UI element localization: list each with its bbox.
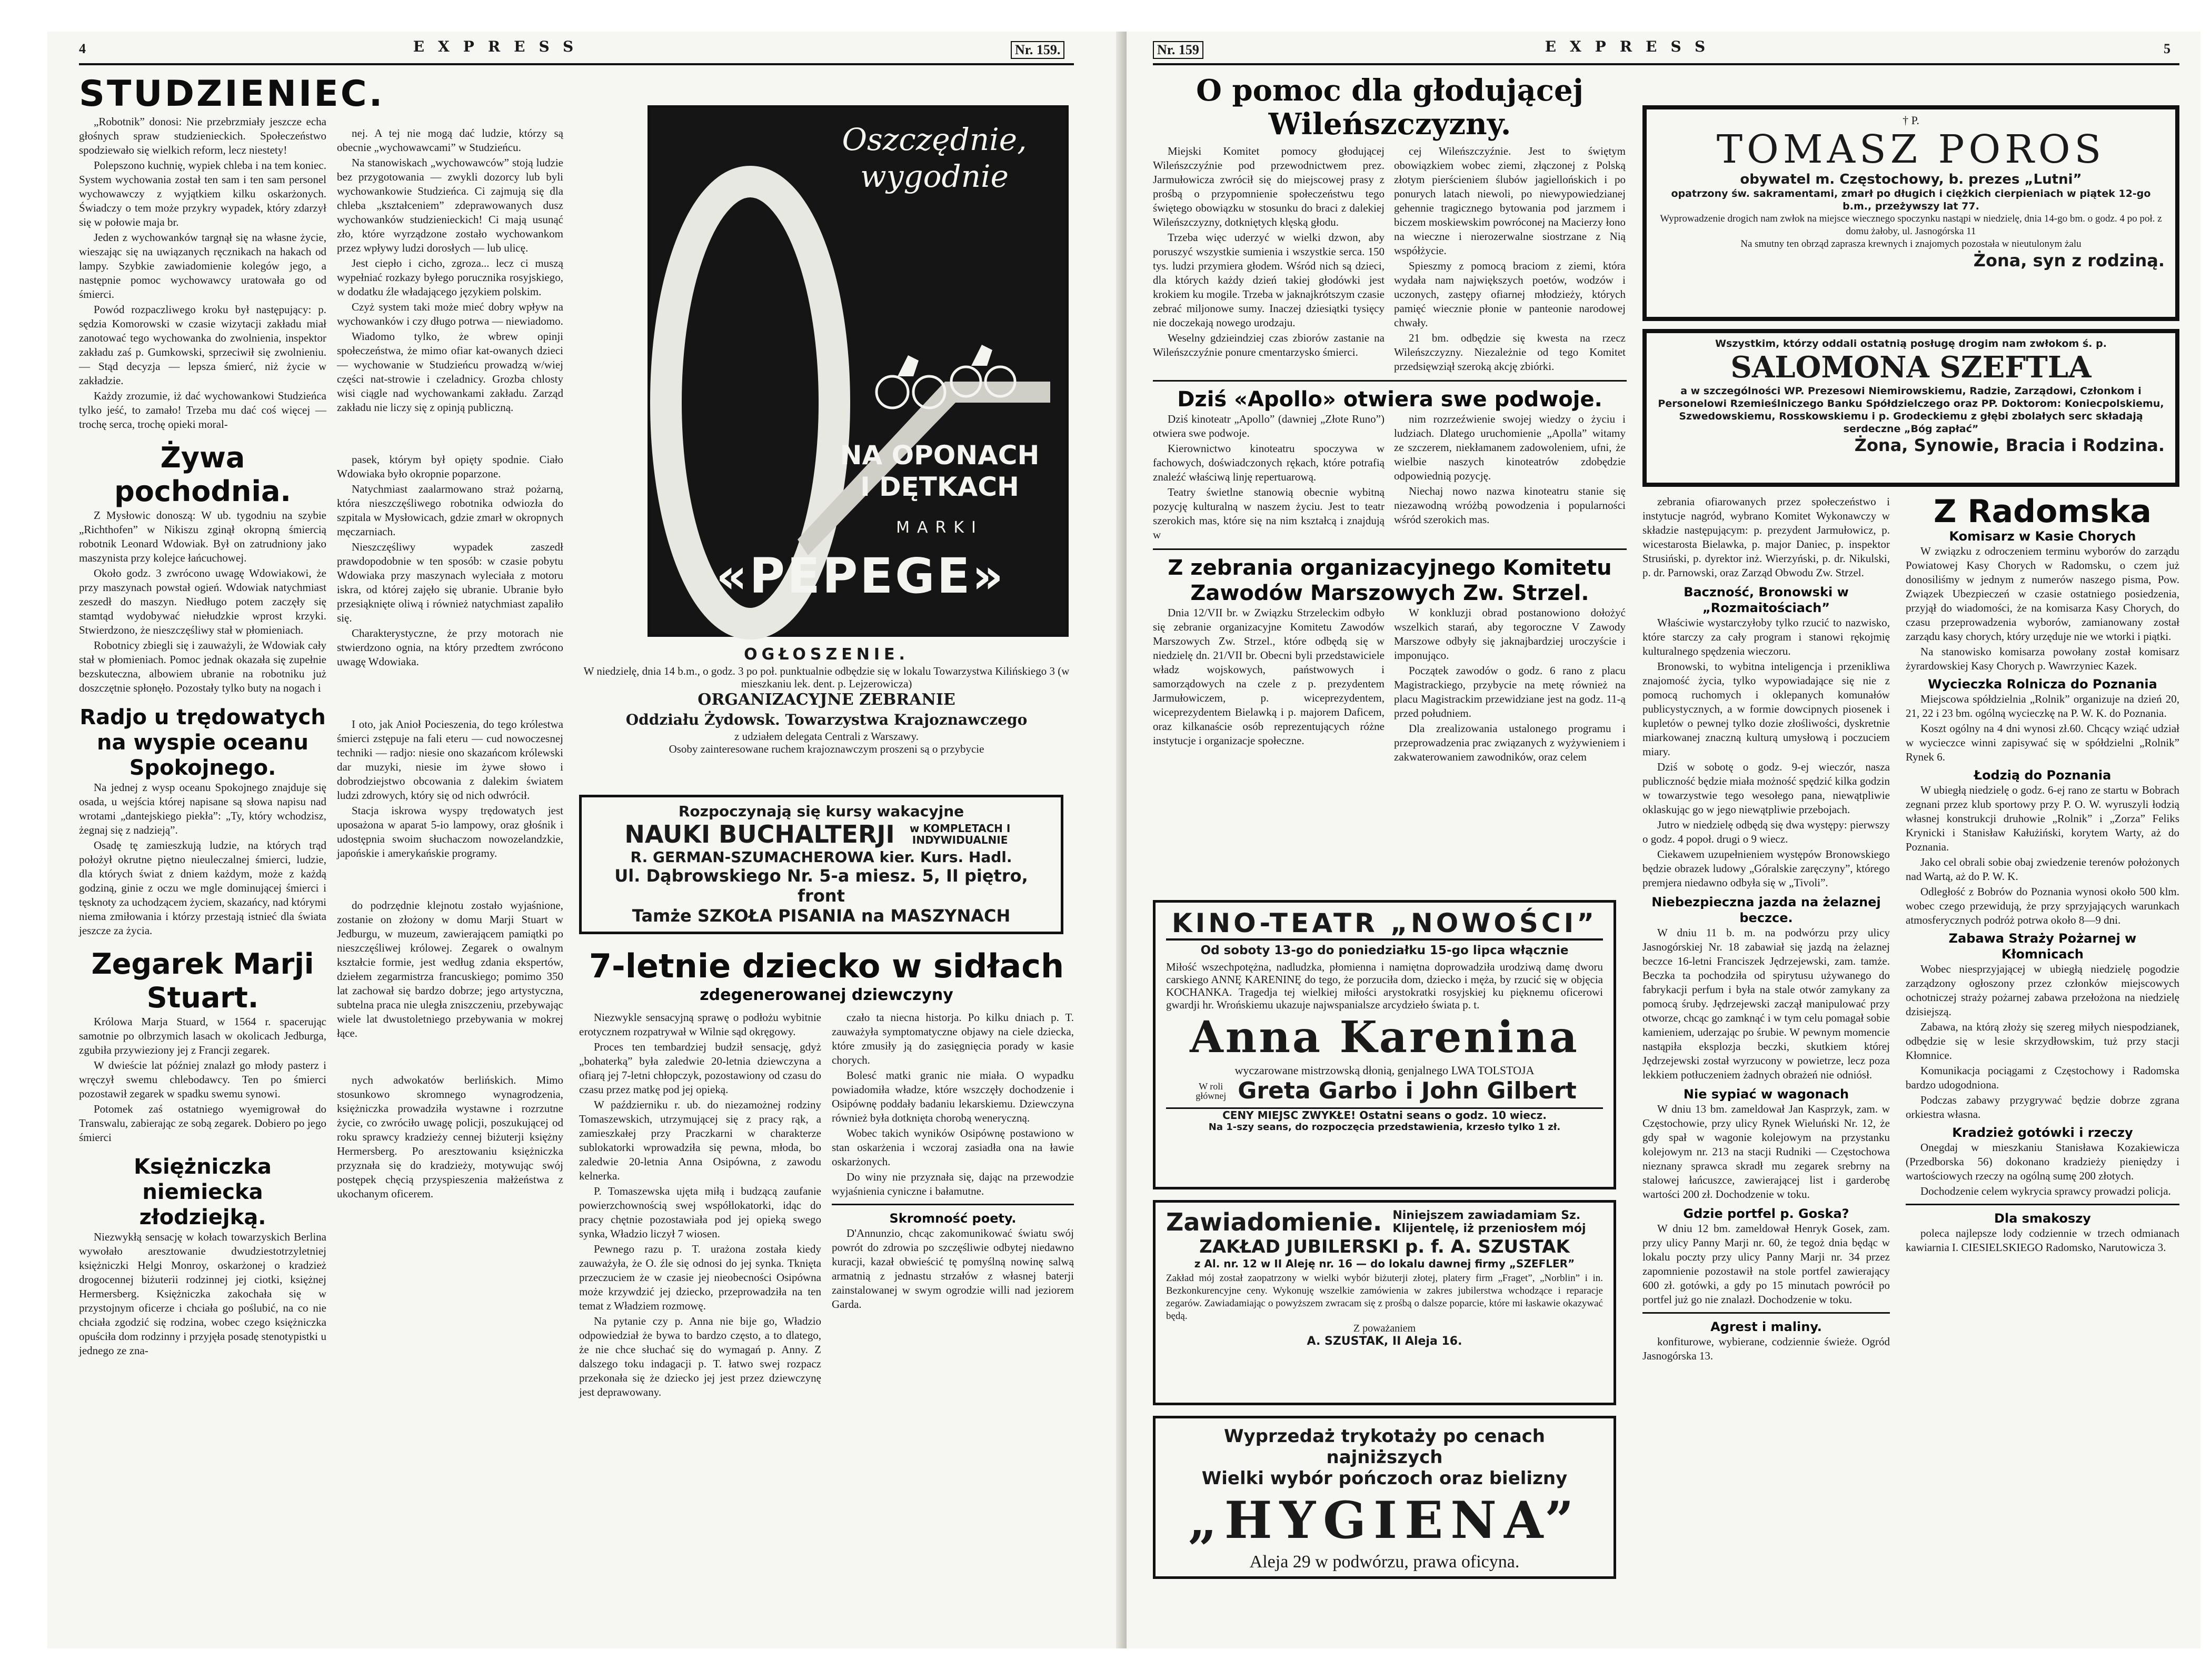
headline-straz: Zabawa Straży Pożarnej w Kłomnicach: [1948, 931, 2137, 962]
hygiena-line2: Wielki wybór pończoch oraz bielizny: [1201, 1468, 1568, 1489]
thanks-name: SALOMONA SZEFTLA: [1730, 350, 2092, 385]
headline-dziecko: 7-letnie dziecko w sidłach: [589, 947, 1064, 985]
obituary-name: TOMASZ POROS: [1716, 127, 2106, 172]
headline-pomoc: O pomoc dla głodującej Wileńszczyzny.: [1196, 73, 1583, 142]
article-paragraph: Pewnego razu p. T. urażona została kiedy zauważyła, że O. źle się odnosi do jej synka. Tknięta przeczuciem że w czasie jej nieobecności Osipówna może krzywdzić jej dziecko, przeprowadziła na ten temat z Władziem rozmowę.: [579, 1243, 821, 1312]
obituary-line4: Na smutny ten obrząd zaprasza krewnych i znajomych pozostała w nieutulonym żalu: [1740, 238, 2081, 249]
headline-lodzia: Łodzią do Poznania: [1974, 768, 2112, 783]
article-dziecko: [579, 947, 1074, 1605]
article-paragraph: Jeden z wychowanków targnął się na własne życie, wieszając się na uwiązanych ręcznikach na hakach od lampy. Szybkie zawiadomienie kolegów jego, a następnie pomoc wychowawcy uratowała go od śmierci.: [79, 231, 326, 301]
headline-skromnosc: Skromność poety.: [889, 1211, 1017, 1226]
article-paragraph: Osadę tę zamieszkują ludzie, na których trąd położył okrutne piętno nieuleczalnej śmierci, ludzie, dla których świat z dniem każdym, może z każdą godziną, ginie z oczu we mgle dominującej śmierci i tęsknoty za uchodzącem życiem, skazańcy, nad którymi niema zmiłowania i którzy przestają istnieć dla świata jeszcze za życia.: [79, 839, 326, 937]
announcement-ogloszenie: [579, 645, 1074, 803]
headline-kasa: Komisarz w Kasie Chorych: [1949, 529, 2136, 544]
article-paragraph: Nieszczęśliwy wypadek zaszedł prawdopodobnie w ten sposób: w czasie pobytu Wdowiaka przy maszynach wyleciała z motoru iskra, od której zajęło się ubranie. Ubranie było przesiąknięte oliwą i również natychmiast zapaliło się.: [337, 541, 563, 624]
article-paragraph: Królowa Marja Stuard, w 1564 r. spacerując samotnie po olbrzymich lasach w okolicach Jedburga, zgubiła przywieziony jej z Francji zegarek.: [79, 1015, 326, 1056]
article-paragraph: Powód rozpaczliwego kroku był następujący: p. sędzia Komorowski w czasie wizytacji zakładu miał zanotować tego wychowanka do zwolnienia, inspektor zakładu zaś p. Gumkowski, sprzeciwił się zwolnieniu. — Stąd decyzja — lepsza śmierć, niż życie w zakładzie.: [79, 303, 326, 387]
ad-nauki-mode: w KOMPLETACH I INDYWIDUALNIE: [909, 822, 1011, 846]
article-paragraph: Właściwie wystarczyłoby tylko rzucić to nazwisko, które starczy za cały program i stanowi rękojmię kulturalnego spędzenia wieczoru.: [1642, 616, 1890, 657]
headline-zebranie: Z zebrania organizacyjnego Komitetu Zawodów Marszowych Zw. Strzel.: [1168, 556, 1612, 605]
kino-prices: CENY MIEJSC ZWYKŁE! Ostatni seans o godz. 10 wiecz.: [1166, 1107, 1603, 1122]
zawiad-sign: A. SZUSTAK, II Aleja 16.: [1307, 1335, 1462, 1348]
ad-text-marki: MARKI: [896, 518, 983, 537]
ad-hygiena: [1153, 1416, 1616, 1579]
article-paragraph: Kierownictwo kinoteatru spoczywa w fachowych, doświadczonych rękach, które potrafią znaleźć właściwą linję repertuarową.: [1153, 442, 1385, 483]
article-paragraph: Robotnicy zbiegli się i zauważyli, że Wdowiak cały stał w płomieniach. Pomoc jednak okazała się zupełnie bezskuteczna, albowiem ubranie na robotniku już doszczętnie spłonęło. Pozostały tylko buty na nogach i: [79, 639, 326, 694]
article-paragraph: Na jednej z wysp oceanu Spokojnego znajduje się osada, u wejścia której napisane są słowa napisu nad wrotami „dantejskiego piekła”: „Ty, który wchodzisz, żegnaj się z nadzieją”.: [79, 781, 326, 836]
article-paragraph: Miejscowa spółdzielnia „Rolnik” organizuje na dzień 20, 21, 22 i 23 bm. ogólną wycieczkę na P. W. K. do Poznania.: [1906, 693, 2179, 719]
headline-portfel: Gdzie portfel p. Goska?: [1683, 1206, 1849, 1221]
article-paragraph: Niezwykle sensacyjną sprawę o podłożu wybitnie erotycznem rozpatrywał w Wilnie sąd okręgowy.: [579, 1011, 821, 1038]
article-paragraph: Dochodzenie celem wykrycia sprawcy prowadzi policja.: [1920, 1185, 2171, 1197]
article-paragraph: Potomek zaś ostatniego wyemigrował do Transwalu, zabierając ze sobą zegarek. Dobiero po jego śmierci: [79, 1103, 326, 1144]
zawiad-title: Zawiadomienie.: [1166, 1208, 1382, 1236]
ad-nauki-teacher: R. GERMAN-SZUMACHEROWA kier. Kurs. Hadl.: [630, 848, 1012, 866]
article-paragraph: Odległość z Bobrów do Poznania wynosi około 500 klm. wobec czego przewidują, że przy sprzyjających warunkach atmosferycznych podróż potrwa około 8—9 dni.: [1906, 885, 2179, 926]
article-paragraph: Początek zawodów o godz. 6 rano z placu Magistrackiego, przybycie na metę również na placu Magistrackim przewidziane jest na godz. 11-ą przed południem.: [1394, 664, 1626, 719]
kino-credit: wyczarowane mistrzowską dłonią, genjalnego LWA TOLSTOJA: [1234, 1064, 1535, 1077]
headline-dla-smakoszy: Dla smakoszy: [1994, 1211, 2091, 1226]
article-paragraph: nim rozrzeźwienie swojej wiedzy o życiu i ludziach. Dlatego uruchomienie „Apolla” witamy ze szczerem, niekłamanem zadowoleniem, ufni, że wielbie naszych kinoteatrów zdobędzie odpowiednią pozycję.: [1394, 413, 1626, 482]
article-paragraph: pasek, którym był opięty spodnie. Ciało Wdowiaka było okropnie poparzone.: [337, 453, 563, 480]
thanks-line2: a w szczególności WP. Prezesowi Niemirowskiemu, Radzie, Zarządowi, Członkom i Personelowi Rzemieślniczego Banku Spółdzielczego oraz PP. Doktorom: Koniecpolskiemu, Szwedowskiemu, Rosskowskiemu i p. Grodeckiemu z głębi zbolałych serc składają serdeczne „Bóg zapłać”: [1658, 385, 2164, 435]
obituary-line3: Wyprowadzenie drogich nam zwłok na miejsce wiecznego spoczynku nastąpi w niedzielę, dnia 14-go bm. o godz. 4 po poł. z domu żałoby, ul. Jasnogórska 11: [1660, 213, 2162, 237]
kino-description: Miłość wszechpotężna, nadludzka, płomienna i namiętna doprowadziła urodziwą damę dworu carskiego ANNĘ KARENINĘ do tego, że porzuciła dom, dziecko i męża, by rzucić się w objęcia KOCHANKA. Tragedja tej wielkiej miłości arystokratki rosyjskiej ku pięknemu oficerowi gwardji hr. Wrońskiemu ukazuje najwspanialsze arcydzieło świata p. t.: [1166, 961, 1603, 1011]
masthead-left: EXPRESS: [413, 38, 587, 55]
article-paragraph: Jako cel obrali sobie obaj zwiedzenie terenów położonych nad Wartą, aż do P. W. K.: [1906, 856, 2179, 883]
article-paragraph: Spieszmy z pomocą braciom z ziemi, która wydała nam największych poetów, wodzów i uczonych, zastępy ofiarnej młodzieży, których pamięć wiecznie płonie w panteonie narodowej chwały.: [1394, 259, 1626, 329]
article-paragraph: nej. A tej nie mogą dać ludzie, którzy są obecnie „wychowawcami” w Studzieńcu.: [337, 127, 563, 154]
article-paragraph: 21 bm. odbędzie się kwesta na rzecz Wileńszczyzny. Niezależnie od tego Komitet przedsięwziął szeroką akcję zbiórki.: [1394, 332, 1626, 373]
right-news-block: [1153, 74, 1627, 895]
article-paragraph: Bolesć matki granic nie miała. O wypadku powiadomiła władze, które wszczęły dochodzenie i Osipównę poddały badaniu lekarskiemu. Dziewczyna również była dotknięta chorobą weneryczną.: [832, 1069, 1074, 1124]
headline-kradziez: Kradzież gotówki i rzeczy: [1952, 1125, 2133, 1140]
headline-zegarek: Zegarek Marji Stuart.: [91, 947, 314, 1014]
article-paragraph: czało ta niecna historja. Po kilku dniach p. T. zauważyła symptomatyczne objawy na ciele dziecka, które zmusiły ją do zasięgnięcia porady w kasie chorych.: [832, 1011, 1074, 1066]
ad-nauki-line1: Rozpoczynają się kursy wakacyjne: [678, 803, 964, 820]
announcement-delegate: z udziałem delegata Centrali z Warszawy.: [734, 730, 919, 743]
article-paragraph: konfiturowe, wybierane, codziennie świeże. Ogród Jasnogórska 13.: [1642, 1335, 1890, 1362]
article-paragraph: do podrzędnie klejnotu zostało wyjaśnione, zostanie on złożony w domu Marji Stuart w Jedburgu, w muzeum, zawierającem pamiątki po nieszczęśliwej królowej. Zegarek o owalnym kształcie formie, jest według zdania ekspertów, dziełem zegarmistrza francuskiego; pomimo 350 lat zachował się bardzo dobrze; jego artystyczna, subtelna praca nie uległa zniszczeniu, przebywając wiele lat dwustoletniego przebywania w mokrej łące.: [337, 899, 563, 1039]
article-paragraph: nych adwokatów berlińskich. Mimo stosunkowo skromnego wynagrodzenia, księżniczka prowadziła wystawne i rozrzutne życie, co zwróciło uwagę policji, poszukującej od roku sprawcy kradzieży cennej biżuterji księżny Hermersberg. Po aresztowaniu księżniczka przyznała się do kradzieży, motywując swój postępek chęcią przyspieszenia małżeństwa z ukochanym oficerem.: [337, 1074, 563, 1200]
header-rule-right: [1153, 63, 2179, 65]
article-paragraph: Z Mysłowic donoszą: W ub. tygodniu na szybie „Richthofen” w Nikiszu zginął okropną śmiercią robotnik Leonard Wdowiak. Był on zatrudniony jako maszynista przy kolejce łańcuchowej.: [79, 509, 326, 564]
article-paragraph: W dniu 11 b. m. na podwórzu przy ulicy Jasnogórskiej Nr. 18 zabawiał się jazdą na żelaznej beczce 16-letni Franciszek Jędrzejewski, zam. tamże. Beczka ta pochodziła od spirytusu używanego do fabrykacji perfum i była na stale otwór zamykany za pomocą śruby. Jędrzejewski zaczął manipulować przy otworze, chcąc go zamknąć i w tym celu pomagał sobie kamieniem, uderzając po śrubie. W pewnym momencie nastąpiła eksplozja beczki, skutkiem której Jędrzejewski został wyrzucony w powietrze, lecz poza lekkiem potłuczeniem żadnych obrażeń nie odniósł.: [1642, 926, 1890, 1081]
zawiad-address: z Al. nr. 12 w II Aleję nr. 16 — do lokalu dawnej firmy „SZEFLER”: [1194, 1257, 1575, 1270]
ad-slogan-2: wygodnie: [860, 158, 1009, 194]
article-paragraph: W dniu 13 bm. zameldował Jan Kasprzyk, zam. w Częstochowie, przy ulicy Rynek Wieluński Nr. 12, że gdy spał w wagonie kolejowym na przystanku kolejowym nr. 213 na stacji Rudniki — Częstochowa nieznany sprawca skradł mu zegarek srebrny na stalowej łańcuszce, zawierającej list i garderobę wartości 200 zł. Dochodzenie w toku.: [1642, 1103, 1890, 1201]
ad-kino-nowosci: [1153, 900, 1616, 1189]
kino-note: Na 1-szy seans, do rozpoczęcia przedstawienia, krzesło tylko 1 zł.: [1208, 1122, 1561, 1133]
right-column-3: [1642, 495, 1890, 1600]
article-paragraph: Do winy nie przyznała się, dając na przewodzie wyjaśnienia cyniczne i bałamutne.: [832, 1171, 1074, 1197]
hygiena-address: Aleja 29 w podwórzu, prawa oficyna.: [1249, 1552, 1520, 1572]
article-paragraph: Niechaj nowo nazwa kinoteatru stanie się niezawodną wróżbą powodzenia i popularności wśród szerokich mas.: [1394, 485, 1626, 526]
article-paragraph: I oto, jak Anioł Pocieszenia, do tego królestwa śmierci zstępuje na fali eteru — cud nowoczesnej techniki — radjo: niesie ono skazańcom królewski dar muzyki, niesie im żywe słowo i dobrodziejstwo obcowania z dalekim światem ludzi zdrowych, który się od nich odwrócił.: [337, 718, 563, 802]
article-paragraph: Koszt ogólny na 4 dni wynosi zł.60. Chcący wziąć udział w wycieczce winni zapisywać się w spółdzielni „Rolnik” Rynek 6.: [1906, 722, 2179, 763]
article-paragraph: Czyż system taki może mieć dobry wpływ na wychowanków i czy długo potrwa — niewiadomo.: [337, 301, 563, 327]
headline-jazda: Niebezpieczna jazda na żelaznej beczce.: [1651, 895, 1881, 925]
obituary-sign: Żona, syn z rodziną.: [1973, 251, 2165, 271]
headline-bacznosc: Baczność, Bronowski w „Rozmaitościach”: [1684, 585, 1849, 615]
article-paragraph: Miejski Komitet pomocy głodującej Wileńszczyźnie pod przewodnictwem prez. Jarmułowicza zwrócił się do miejscowej prasy z prośbą o przypomnienie społeczeństwu tego świętego obowiązku w stosunku do braci z dalekiej Wileńszczyzny, dotkniętych klęską głodu.: [1153, 145, 1385, 228]
headline-zywa-pochodnia: Żywa pochodnia.: [114, 441, 291, 508]
ad-nauki-address: Ul. Dąbrowskiego Nr. 5-a miesz. 5, II piętro, front: [614, 866, 1028, 906]
kino-roles-label: W roli głównej: [1196, 1081, 1227, 1101]
left-column-2: [337, 126, 563, 1600]
ad-zawiadomienie-jubiler: [1153, 1200, 1616, 1405]
announcement-invite: Osoby zainteresowane ruchem krajoznawczym proszeni są o przybycie: [669, 743, 984, 755]
ad-brand-pepege: «PEPEGE»: [716, 548, 1005, 604]
article-paragraph: W związku z odroczeniem terminu wyborów do zarządu Powiatowej Kasy Chorych w Radomsku, o czem już donosiliśmy w jednym z numerów naszego pisma, Pow. Związek Ubezpieczeń w czasie ostatniego posiedzenia, przyjął do wiadomości, że na komisarza Kasy Chorych, do czasu przeprowadzenia wyborów, zamianowany został zarządu kasy chorych, który urzęduje nie we wtorki i piątki.: [1906, 545, 2179, 643]
ad-slogan-1: Oszczędnie,: [842, 122, 1027, 157]
article-paragraph: Niezwykłą sensację w kołach towarzyskich Berlina wywołało aresztowanie dwudziestotrzyletniej księżniczki Helgi Monroy, oskarżonej o kradzież drogocennej biżuterii rodzinnej jej ciotki, księżnej Hermersberg. Księżniczka zakochała się w przystojnym oficerze i chciała go poślubić, na co nie chciała zgodzić się rodzina, wobec czego księżniczka opuściła dom rodzinny i przyjęła posadę stenotypistki u jednego ze zna-: [79, 1231, 326, 1357]
headline-apollo: Dziś «Apollo» otwiera swe podwoje.: [1177, 387, 1602, 412]
article-paragraph: Dla zrealizowania ustalonego programu i przeprowadzenia prac związanych z wyżywieniem i zakwaterowaniem zawodników, oraz celem: [1394, 722, 1626, 763]
thanks-szeftla: [1642, 329, 2179, 487]
article-paragraph: Zabawa, na którą złoży się szereg miłych niespodzianek, odbędzie się w lesie skrzydłowskim, tuż przy stacji Kłomnice.: [1906, 1021, 2179, 1062]
announcement-heading: ORGANIZACYJNE ZEBRANIE: [698, 691, 955, 709]
obituary-line1: obywatel m. Częstochowy, b. prezes „Lutni”: [1740, 172, 2082, 187]
article-paragraph: D'Annunzio, chcąc zakomunikować światu swój powrót do zdrowia po szczęśliwie odbytej niedawno kuracji, kazał obwieścić tę pomyślną nowinę salwą armatnią z jednastu strzałów z własnej baterji zainstalowanej w swym ogrodzie willi nad jeziorem Garda.: [832, 1227, 1074, 1311]
hygiena-brand: „HYGIENA”: [1188, 1491, 1581, 1550]
article-paragraph: Polepszono kuchnię, wypiek chleba i na tem koniec. System wychowania został ten sam i ten sam personel wychowawczy z wyjątkiem kilku oskarżonych. Świadczy o tem może przykry wypadek, który zdarzył się w połowie maja br.: [79, 159, 326, 228]
kino-stars: Greta Garbo i John Gilbert: [1238, 1077, 1577, 1104]
kino-film-title: Anna Karenina: [1190, 1012, 1579, 1063]
masthead-right: EXPRESS: [1545, 38, 1719, 55]
article-paragraph: Bronowski, to wybitna inteligencja i przenikliwa znajomość życia, tylko wypowiadające się nie z pomocą ruchomych i oklepanych komunałów publicystycznych, a w formie dowcipnych piosenek i kupletów o pewnej tylko dozie złośliwości, dyskretnie miarkowanej znaczną kulturą umysłową i poczuciem miary.: [1642, 660, 1890, 758]
headline-radjo: Radjo u trędowatych na wyspie oceanu Spokojnego.: [79, 705, 326, 780]
obituary-cross: † P.: [1903, 114, 1919, 127]
pepege-tire-advertisement: [648, 105, 1069, 637]
ad-text-detkach: I DĘTKACH: [860, 472, 1019, 502]
article-paragraph: Ciekawem uzupełnieniem występów Bronowskiego będzie obrazek ludowy „Góralskie zaręczyny”, którego premjera niedawno odbyła się w „Tivoli”.: [1642, 848, 1890, 889]
subheadline-dziecko: zdegenerowanej dziewczyny: [700, 986, 953, 1004]
article-paragraph: Dziś w sobotę o godz. 9-ej wieczór, nasza publiczność będzie miała możność spędzić kilka godzin w towarzystwie tego wesołego pana, niewątpliwie oklaskując go w jego niewątpliwie przebojach.: [1642, 761, 1890, 816]
article-paragraph: Weselny gdzieindziej czas zbiorów zastanie na Wileńszczyźnie ponure cmentarzysko śmierci.: [1153, 332, 1385, 358]
announcement-text: W niedzielę, dnia 14 b.m., o godz. 3 po poł. punktualnie odbędzie się w lokalu Towarzystwa Kilińskiego 3 (w mieszkaniu lek. dent. p. Lejzerowicza): [583, 665, 1070, 690]
article-paragraph: Jutro w niedzielę odbędą się dwa występy: pierwszy o godz. 4 popoł. drugi o 9 wiecz.: [1642, 818, 1890, 845]
kino-dates: Od soboty 13-go do poniedziałku 15-go lipca włącznie: [1200, 944, 1569, 957]
headline-ksiezniczka: Księżniczka niemiecka złodziejką.: [134, 1155, 272, 1229]
article-paragraph: Onegdaj w mieszkaniu Stanisława Kozakiewicza (Przedborska 56) dokonano kradzieży pieniędzy i wartościowych rzeczy na ogólną sumę 200 złotych.: [1906, 1141, 2179, 1182]
announcement-subheading: Oddziału Żydowsk. Towarzystwa Krajoznawczego: [625, 711, 1028, 728]
article-paragraph: Komunikacja pociągami z Częstochowy i Radomska bardzo udogodniona.: [1906, 1064, 2179, 1091]
zawiad-firm: ZAKŁAD JUBILERSKI p. f. A. SZUSTAK: [1199, 1236, 1570, 1257]
header-rule-left: [79, 63, 1074, 65]
article-paragraph: W konkluzji obrad postanowiono dołożyć wszelkich starań, aby tegoroczne V Zawody Marszowe odbyły się jaknajbardziej uroczyście i imponująco.: [1394, 606, 1626, 662]
article-paragraph: Wobec niesprzyjającej w ubiegłą niedzielę pogodzie zarządzony ogłoszony przez członków miejscowych ochotniczej straży pożarnej zabawa przełożona na niedzielę dzisiejszą.: [1906, 963, 2179, 1018]
article-paragraph: Wiadomo tylko, że wbrew opinji społeczeństwa, że mimo ofiar kat-owanych dzieci — wychowanie w Studzieńcu prowadzą w/wiej części nat-strowie i czeladnicy. Grozba chlosty wisi ciągle nad wychowankami zakładu. Zarząd zakładu nie liczy się z opinją publiczną.: [337, 330, 563, 414]
article-paragraph: „Robotnik” donosi: Nie przebrzmiały jeszcze echa głośnych spraw studzienieckich. Społeczeństwo spodziewało się wielkich reform, lecz niestety!: [79, 115, 326, 156]
ad-nauki-buchalterji: [579, 795, 1063, 934]
article-paragraph: Natychmiast zaalarmowano straż pożarną, która nieszczęśliwego robotnika odwiozła do szpitala w Mysłowicach, gdzie zmarł w okropnych męczarniach.: [337, 483, 563, 538]
article-paragraph: W ubiegłą niedzielę o godz. 6-ej rano ze startu w Bobrach zegnani przez klub sportowy przy P. O. W. wyruszyli łodzią własnej konstrukcji druhowie „Rolnik” i „Zorza” Feliks Krynicki i Stanisław Kałużiński, korytem Warty, aż do Poznania.: [1906, 784, 2179, 853]
article-paragraph: Na pytanie czy p. Anna nie bije go, Władzio odpowiedział że bywa to bardzo często, a to dlatego, że nie chce słuchać się do wymagań p. Anny. Z dalszego toku indagacji p. T. łatwo swej rozpacz przekonała się że dziecko jej jest przez dziewczynę jest deprawowany.: [579, 1315, 821, 1398]
article-paragraph: Około godz. 3 zwrócono uwagę Wdowiakowi, że przy maszynach powstał ogień. Wdowiak natychmiast zeszedł do maszyn. Niedługo potem zaczęły się stamtąd wydobywać niełudzkie wprost krzyki. Stwierdzono, że nieszczęśliwy stał w płomieniach.: [79, 567, 326, 636]
article-paragraph: Na stanowisko komisarza powołany został komisarz żyrardowskiej Kasy Chorych p. Wawrzyniec Kazek.: [1906, 645, 2179, 672]
headline-wagon: Nie sypiać w wagonach: [1683, 1087, 1849, 1102]
article-paragraph: W dwieście lat później znalazł go młody pasterz i wręczył swemu chlebodawcy. Ten po śmierci pozostawił zegarek w spadku swemu synowi.: [79, 1059, 326, 1100]
article-paragraph: Wobec takich wyników Osipównę postawiono w stan oskarżenia i wczoraj zasiadła ona na ławie oskarżonych.: [832, 1127, 1074, 1168]
article-paragraph: Dnia 12/VII br. w Związku Strzeleckim odbyło się zebranie organizacyjne Komitetu Zawodów Marszowych Zw. Strzel., które odbędą się w niedzielę dn. 21/VII br. Obecni byli przedstawiciele władz wojskowych, państwowych i samorządowych na czele z p. prezydentem Jarmułowiczem, p. wiceprezydentem, wiceprezydentem Bielawką i p. majorem Daficem, oraz kilkanaście osób reprezentujących różne instytucje i organizacje społeczne.: [1153, 606, 1385, 747]
ad-nauki-title: NAUKI BUCHALTERJI: [624, 820, 895, 848]
ad-nauki-typing: Tamże SZKOŁA PISANIA na MASZYNACH: [632, 906, 1011, 926]
thanks-sign: Żona, Synowie, Bracia i Rodzina.: [1854, 435, 2165, 455]
hygiena-line1: Wyprzedaż trykotaży po cenach najniższych: [1223, 1426, 1545, 1468]
article-paragraph: Teatry świetlne stanowią obecnie wybitną pozycję kulturalną w naszem życiu. Jest to teatr szerokich mas, które się na nim kształcą i znajdują w: [1153, 486, 1385, 541]
page-number-left: 4: [79, 41, 86, 56]
article-paragraph: Podczas zabawy przygrywać będzie dobrze zgrana orkiestra własna.: [1906, 1094, 2179, 1121]
article-paragraph: Każdy zrozumie, iż dać wychowankowi Studzieńca tylko jeść, to zamało! Trzeba mu dać coś więcej — trochę serca, trochę opieki moral-: [79, 389, 326, 431]
article-paragraph: Jest ciepło i cicho, zgroza... lecz ci muszą wypełniać rozkazy byłego porucznika rosyjskiego, w dodatku źle władającego językiem polskim.: [337, 257, 563, 298]
thanks-line1: Wszystkim, którzy oddali ostatnią posługę drogim nam zwłokom ś. p.: [1715, 338, 2107, 349]
kino-title: KINO-TEATR „NOWOŚCI”: [1166, 908, 1603, 941]
obituary-poros: [1642, 105, 2179, 321]
article-paragraph: poleca najlepsze lody codziennie w trzech odmianach kawiarnia I. CIESIELSKIEGO Radomsko, Narutowicza 3.: [1906, 1227, 2179, 1254]
right-column-4: [1906, 495, 2179, 1600]
obituary-line2: opatrzony św. sakramentami, zmarł po długich i ciężkich cierpieniach w piątek 12-go b.m., przeżywszy lat 77.: [1671, 188, 2151, 212]
article-paragraph: Stacja iskrowa wyspy trędowatych jest uposażona w aparat 5-io lampowy, oraz głośnik i udostępnia swoim słuchaczom nowozelandzkie, japońskie i amerykańskie programy.: [337, 804, 563, 859]
article-paragraph: P. Tomaszewska ujęta miłą i budzącą zaufanie powierzchownością swej współlokatorki, idąc do pracy chętnie pozostawiała pod jej opieką swego synka, Władzio liczył 7 wiosen.: [579, 1185, 821, 1240]
article-paragraph: Dziś kinoteatr „Apollo” (dawniej „Złote Runo”) otwiera swe podwoje.: [1153, 413, 1385, 439]
page-number-right: 5: [2164, 41, 2170, 56]
left-column-1: [79, 73, 385, 1600]
zawiad-sign-label: Z poważaniem: [1353, 1323, 1416, 1334]
announcement-title: OGŁOSZENIE.: [744, 645, 909, 664]
headline-radomska: Z Radomska: [1934, 493, 2152, 530]
issue-number-left: Nr. 159.: [1011, 41, 1064, 59]
article-paragraph: W dniu 12 bm. zameldował Henryk Gosek, zam. przy ulicy Panny Marji nr. 60, że tegoż dnia będąc w lokalu poczty przy ulicy Panny Marji nr. 34 przez zapomnienie pozostawił na stole portfel zawierający 600 zł. gotówki, a gdy po 15 minutach powrócił po portfel już go nie znalazł. Dochodzenie w toku.: [1642, 1222, 1890, 1306]
article-paragraph: Proces ten tembardziej budził sensację, gdyż „bohaterką” była zaledwie 20-letnia dziewczyna a ofiarą jej 7-letni chłopczyk, pozostawiony od czasu do czasu przez matkę pod jej opieką.: [579, 1041, 821, 1096]
headline-agrest: Agrest i maliny.: [1710, 1319, 1822, 1334]
headline-studzieniec: STUDZIENIEC.: [79, 73, 385, 115]
headline-wycieczka: Wycieczka Rolnicza do Poznania: [1928, 677, 2157, 692]
article-paragraph: cej Wileńszczyźnie. Jest to świętym obowiązkiem wobec ziemi, złączonej z Polską złotym pierścieniem ślubów jagiellońskich i po ponurych latach niewoli, po niewypowiedzianej gehennie tragicznego bytowania pod jarzmem i biczem moskiewskim powróconej na Macierzy łono na wieczne i nierozerwalne siostrzane z Nią współżycie.: [1394, 145, 1626, 257]
article-paragraph: W październiku r. ub. do niezamożnej rodziny Tomaszewskich, utrzymującej się z pracy rąk, a zamieszkałej przy Praczkarni w charakterze sublokatorki wprowadziła się pewna, młoda, bo zaledwie 20-letnia Anna Osipówna, z zawodu kelnerka.: [579, 1098, 821, 1182]
article-paragraph: zebrania ofiarowanych przez społeczeństwo i instytucje nagród, wybrano Komitet Wykonawczy w składzie następującym: p. prezydent Jarmułowicz, p. wicestarosta Bielawka, p. major Daniec, p. inspektor Strusiński, p. dyrektor inż. Wierzyński, p. dr. Nikulski, p. dr. Parnowski, oraz Zarząd Obwodu Zw. Strzel.: [1642, 495, 1890, 579]
article-paragraph: Charakterystyczne, że przy motorach nie stwierdzono ognia, na który przedtem zwrócono uwagę Wdowiaka.: [337, 627, 563, 668]
zawiad-intro: Niniejszem zawiadamiam Sz. Klijentelę, iż przeniosłem mój: [1392, 1209, 1586, 1235]
issue-number-right: Nr. 159: [1153, 41, 1203, 59]
zawiad-text: Zakład mój został zaopatrzony w wielki wybór biżuterji złotej, platery firm „Fraget”, „Norblin” i in. Bezkonkurencyjne ceny. Wykonuję wszelkie zamówienia w zakres jubilerstwa wchodzące i reparacje zegarów. Zawiadamiając o powyższem zwracam się z prośbą o dalsze poparcie, które mi łaskawie okazywać będą.: [1166, 1273, 1603, 1322]
ad-text-oponach: NA OPONACH: [840, 440, 1040, 471]
article-paragraph: Na stanowiskach „wychowawców” stoją ludzie bez przygotowania — zwykli dozorcy lub byli wychowankowie Studzieńca. Ci zajmują się dla chleba „kształceniem” zdeprawowanych dusz wychowanków studzienieckich! Ci mają usunąć zło, które wyrządzone zostało wychowankom przez wpływy ludzi dorosłych — lub ulicę.: [337, 156, 563, 254]
article-paragraph: Trzeba więc uderzyć w wielki dzwon, aby poruszyć wszystkie sumienia i wszystkie serca. 150 tys. ludzi przymiera głodem. Wśród nich są dzieci, dla których każdy dzień takiej głodówki jest krokiem ku mogile. Trzeba w jaknajkrótszym czasie zebrać miljonowe sumy. Inaczej dziesiątki tysięcy nie doczekają nowego urodzaju.: [1153, 231, 1385, 329]
